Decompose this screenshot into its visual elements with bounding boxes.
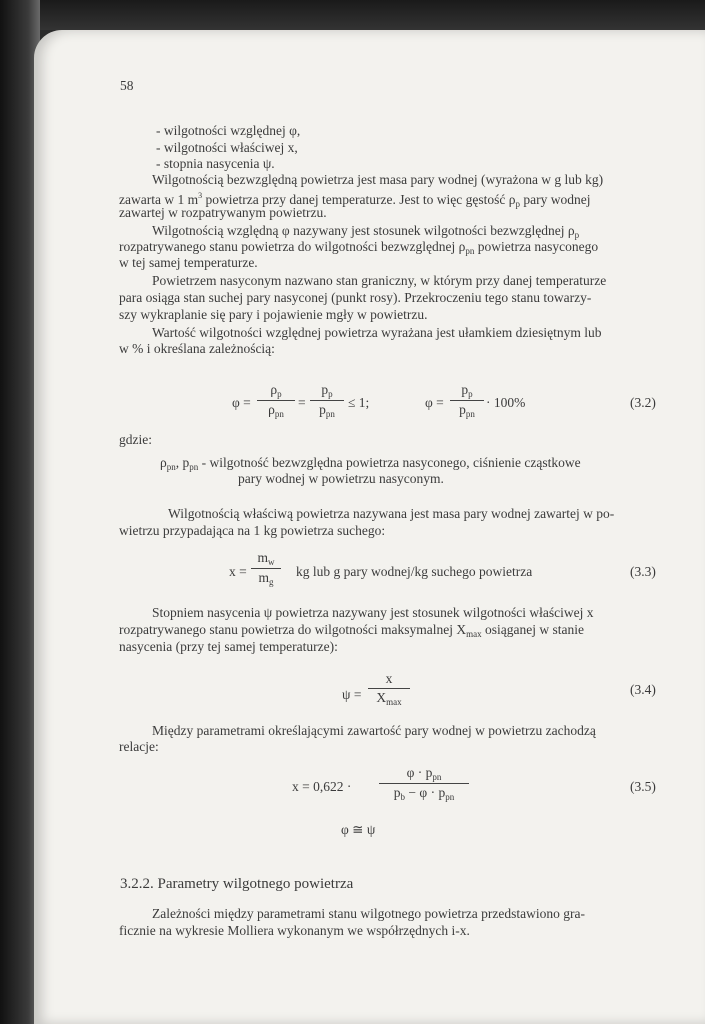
list-item: - stopnia nasycenia ψ. bbox=[156, 156, 275, 171]
fraction: $p_p$ $p_{pn}$ bbox=[450, 382, 484, 419]
paragraph-line: Stopniem nasycenia ψ powietrza nazywany jest stosunek wilgotności właściwej x bbox=[152, 605, 594, 620]
equation-lhs: φ = bbox=[425, 395, 444, 410]
equation-number: (3.5) bbox=[630, 779, 656, 794]
definition-line: $\rho_{pn}$, $p_{pn}$ - wilgotność bezwzględna powietrza nasyconego, ciśnienie cząstkowe bbox=[160, 455, 581, 472]
paragraph-line: rozpatrywanego stanu powietrza do wilgotności maksymalnej $X_{max}$ osiąganej w stanie bbox=[119, 622, 585, 639]
fraction: $\varphi \cdot p_{pn}$ $p_b - \varphi \cdot p_{pn}$ bbox=[379, 765, 469, 802]
paragraph-line: para osiąga stan suchej pary nasyconej (punkt rosy). Przekroczeniu tego stanu towarzy- bbox=[119, 290, 592, 305]
paragraph-line: rozpatrywanego stanu powietrza do wilgotności bezwzględnej $\rho_{pn}$ powietrza nasyconego bbox=[119, 239, 599, 256]
paragraph-line: nasycenia (przy tej samej temperaturze): bbox=[119, 639, 338, 654]
list-item: - wilgotności właściwej x, bbox=[156, 140, 298, 155]
paragraph-line: zawartej w rozpatrywanym powietrzu. bbox=[119, 205, 327, 220]
list-item: - wilgotności względnej φ, bbox=[156, 123, 301, 138]
equation-number: (3.3) bbox=[630, 564, 656, 579]
paragraph-line: wietrzu przypadająca na 1 kg powietrza suchego: bbox=[119, 523, 386, 538]
scan-top-border bbox=[0, 0, 705, 30]
paragraph-line: Między parametrami określającymi zawartość pary wodnej w powietrzu zachodzą bbox=[152, 723, 596, 738]
equation-rhs: · 100% bbox=[486, 395, 526, 410]
page-number: 58 bbox=[120, 78, 134, 93]
paragraph-line: Wartość wilgotności względnej powietrza wyrażana jest ułamkiem dziesiętnym lub bbox=[152, 325, 602, 340]
fraction: x $X_{max}$ bbox=[368, 671, 410, 707]
inequality: ≤ 1; bbox=[348, 395, 370, 410]
section-heading: 3.2.2. Parametry wilgotnego powietrza bbox=[120, 876, 354, 892]
equation-text: kg lub g pary wodnej/kg suchego powietrza bbox=[296, 564, 533, 579]
definition-line: pary wodnej w powietrzu nasyconym. bbox=[238, 471, 444, 486]
fraction: $m_w$ $m_g$ bbox=[251, 550, 281, 587]
paragraph-line: Wilgotnością względną φ nazywany jest stosunek wilgotności bezwzględnej $\rho_p$ bbox=[152, 223, 580, 240]
equals-sign: = bbox=[298, 395, 306, 410]
equation-lhs: ψ = bbox=[342, 687, 362, 702]
paragraph-line: Wilgotnością bezwzględną powietrza jest masa pary wodnej (wyrażona w g lub kg) bbox=[152, 172, 604, 187]
paragraph-line: szy wykraplanie się pary i pojawienie mgły w powietrzu. bbox=[119, 307, 428, 322]
fraction: $\rho_p$ $\rho_{pn}$ bbox=[257, 382, 295, 419]
identity-relation: φ ≅ ψ bbox=[341, 822, 376, 837]
paragraph-line: relacje: bbox=[119, 739, 159, 754]
equation-lhs: φ = bbox=[232, 395, 251, 410]
fraction: $p_p$ $p_{pn}$ bbox=[310, 382, 344, 419]
book-page bbox=[34, 30, 705, 1024]
paragraph-line: Powietrzem nasyconym nazwano stan graniczny, w którym przy danej temperaturze bbox=[152, 273, 607, 288]
paragraph-line: w % i określana zależnością: bbox=[119, 341, 275, 356]
where-label: gdzie: bbox=[119, 432, 152, 447]
paragraph-line: w tej samej temperaturze. bbox=[119, 255, 258, 270]
paragraph-line: ficznie na wykresie Molliera wykonanym we współrzędnych i-x. bbox=[119, 923, 470, 938]
equation-number: (3.4) bbox=[630, 682, 656, 697]
paragraph-line: zawarta w 1 $m^3$ powietrza przy danej temperaturze. Jest to więc gęstość $\rho_p$ pary wodnej bbox=[119, 191, 591, 209]
equation-lhs: x = 0,622 · bbox=[292, 779, 352, 794]
paragraph-line: Zależności między parametrami stanu wilgotnego powietrza przedstawiono gra- bbox=[152, 906, 585, 921]
equation-lhs: x = bbox=[229, 564, 247, 579]
paragraph-line: Wilgotnością właściwą powietrza nazywana jest masa pary wodnej zawartej w po- bbox=[168, 506, 615, 521]
equation-number: (3.2) bbox=[630, 395, 656, 410]
